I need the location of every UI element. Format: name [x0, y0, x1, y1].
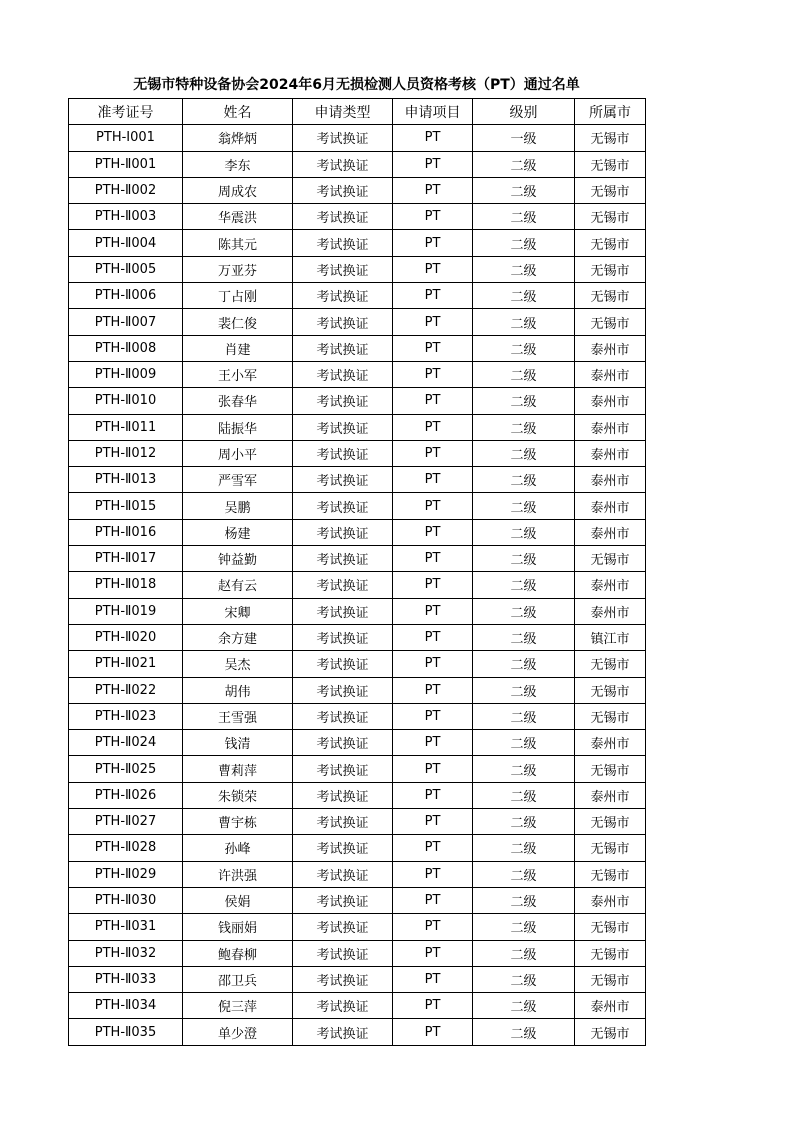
exam-number-cell: PTH-Ⅱ035	[69, 1019, 183, 1045]
table-row	[69, 546, 646, 572]
city-cell: 无锡市	[575, 677, 646, 703]
application-item-cell: PT	[393, 125, 473, 151]
exam-number-cell: PTH-Ⅱ009	[69, 361, 183, 387]
application-item-cell: PT	[393, 835, 473, 861]
name-cell: 朱锁荣	[183, 782, 293, 808]
application-type-cell: 考试换证	[293, 335, 393, 361]
exam-number-cell: PTH-Ⅱ033	[69, 966, 183, 992]
level-cell: 二级	[473, 493, 575, 519]
city-cell: 泰州市	[575, 730, 646, 756]
exam-number-cell: PTH-Ⅰ001	[69, 125, 183, 151]
application-type-cell: 考试换证	[293, 624, 393, 650]
exam-number-cell: PTH-Ⅱ002	[69, 177, 183, 203]
application-item-cell: PT	[393, 914, 473, 940]
name-cell: 许洪强	[183, 861, 293, 887]
application-type-cell: 考试换证	[293, 782, 393, 808]
application-type-cell: 考试换证	[293, 467, 393, 493]
application-type-cell: 考试换证	[293, 1019, 393, 1045]
table-row	[69, 651, 646, 677]
table-row	[69, 309, 646, 335]
exam-number-cell: PTH-Ⅱ030	[69, 887, 183, 913]
application-type-cell: 考试换证	[293, 756, 393, 782]
level-cell: 二级	[473, 256, 575, 282]
application-type-cell: 考试换证	[293, 730, 393, 756]
city-cell: 泰州市	[575, 782, 646, 808]
table-row	[69, 125, 646, 151]
application-type-cell: 考试换证	[293, 256, 393, 282]
name-cell: 孙峰	[183, 835, 293, 861]
document-title: 无锡市特种设备协会2024年6月无损检测人员资格考核（PT）通过名单	[133, 77, 580, 93]
name-cell: 李东	[183, 151, 293, 177]
name-cell: 周小平	[183, 440, 293, 466]
application-item-cell: PT	[393, 730, 473, 756]
application-item-cell: PT	[393, 519, 473, 545]
level-cell: 二级	[473, 335, 575, 361]
name-cell: 杨建	[183, 519, 293, 545]
application-item-cell: PT	[393, 966, 473, 992]
application-type-cell: 考试换证	[293, 835, 393, 861]
application-item-cell: PT	[393, 572, 473, 598]
level-cell: 二级	[473, 756, 575, 782]
level-cell: 二级	[473, 1019, 575, 1045]
table-row	[69, 940, 646, 966]
exam-number-cell: PTH-Ⅱ017	[69, 546, 183, 572]
city-cell: 无锡市	[575, 966, 646, 992]
application-type-cell: 考试换证	[293, 914, 393, 940]
level-cell: 二级	[473, 546, 575, 572]
city-cell: 无锡市	[575, 151, 646, 177]
application-item-cell: PT	[393, 467, 473, 493]
city-cell: 泰州市	[575, 887, 646, 913]
name-cell: 吴鹏	[183, 493, 293, 519]
name-cell: 肖建	[183, 335, 293, 361]
table-row	[69, 283, 646, 309]
level-cell: 二级	[473, 467, 575, 493]
name-cell: 曹莉萍	[183, 756, 293, 782]
name-cell: 华震洪	[183, 204, 293, 230]
city-cell: 无锡市	[575, 546, 646, 572]
table-row	[69, 966, 646, 992]
exam-number-cell: PTH-Ⅱ023	[69, 703, 183, 729]
table-row	[69, 467, 646, 493]
city-cell: 泰州市	[575, 335, 646, 361]
application-item-cell: PT	[393, 204, 473, 230]
table-row	[69, 256, 646, 282]
application-type-cell: 考试换证	[293, 414, 393, 440]
level-cell: 二级	[473, 361, 575, 387]
name-cell: 吴杰	[183, 651, 293, 677]
level-cell: 二级	[473, 309, 575, 335]
name-cell: 丁占刚	[183, 283, 293, 309]
table-row	[69, 151, 646, 177]
table-row	[69, 493, 646, 519]
city-cell: 泰州市	[575, 440, 646, 466]
application-type-cell: 考试换证	[293, 309, 393, 335]
table-row	[69, 624, 646, 650]
city-cell: 无锡市	[575, 809, 646, 835]
exam-number-cell: PTH-Ⅱ022	[69, 677, 183, 703]
exam-number-cell: PTH-Ⅱ001	[69, 151, 183, 177]
application-type-cell: 考试换证	[293, 283, 393, 309]
application-item-cell: PT	[393, 624, 473, 650]
level-cell: 二级	[473, 677, 575, 703]
exam-number-cell: PTH-Ⅱ026	[69, 782, 183, 808]
level-cell: 二级	[473, 940, 575, 966]
city-cell: 泰州市	[575, 493, 646, 519]
table-row	[69, 388, 646, 414]
level-cell: 二级	[473, 914, 575, 940]
table-row	[69, 782, 646, 808]
table-row	[69, 361, 646, 387]
name-cell: 倪三萍	[183, 993, 293, 1019]
level-cell: 二级	[473, 887, 575, 913]
city-cell: 泰州市	[575, 414, 646, 440]
table-row	[69, 756, 646, 782]
name-cell: 裴仁俊	[183, 309, 293, 335]
table-row	[69, 835, 646, 861]
table-row	[69, 335, 646, 361]
level-cell: 二级	[473, 440, 575, 466]
application-item-cell: PT	[393, 177, 473, 203]
application-item-cell: PT	[393, 940, 473, 966]
name-cell: 钱清	[183, 730, 293, 756]
city-cell: 无锡市	[575, 835, 646, 861]
application-item-cell: PT	[393, 1019, 473, 1045]
application-item-cell: PT	[393, 677, 473, 703]
level-cell: 二级	[473, 835, 575, 861]
application-item-cell: PT	[393, 887, 473, 913]
table-row	[69, 861, 646, 887]
exam-number-cell: PTH-Ⅱ013	[69, 467, 183, 493]
level-cell: 二级	[473, 993, 575, 1019]
name-cell: 万亚芬	[183, 256, 293, 282]
column-header-exam-number: 准考证号	[69, 99, 183, 125]
level-cell: 二级	[473, 782, 575, 808]
application-type-cell: 考试换证	[293, 966, 393, 992]
level-cell: 二级	[473, 572, 575, 598]
city-cell: 无锡市	[575, 914, 646, 940]
application-item-cell: PT	[393, 651, 473, 677]
exam-number-cell: PTH-Ⅱ018	[69, 572, 183, 598]
table-header-row	[69, 99, 646, 125]
level-cell: 二级	[473, 388, 575, 414]
application-type-cell: 考试换证	[293, 993, 393, 1019]
application-type-cell: 考试换证	[293, 861, 393, 887]
name-cell: 陆振华	[183, 414, 293, 440]
city-cell: 泰州市	[575, 361, 646, 387]
column-header-application-type: 申请类型	[293, 99, 393, 125]
city-cell: 镇江市	[575, 624, 646, 650]
application-type-cell: 考试换证	[293, 388, 393, 414]
exam-number-cell: PTH-Ⅱ006	[69, 283, 183, 309]
exam-number-cell: PTH-Ⅱ020	[69, 624, 183, 650]
exam-number-cell: PTH-Ⅱ034	[69, 993, 183, 1019]
application-type-cell: 考试换证	[293, 546, 393, 572]
table-row	[69, 519, 646, 545]
exam-number-cell: PTH-Ⅱ031	[69, 914, 183, 940]
name-cell: 翁烨炳	[183, 125, 293, 151]
roster-body	[69, 125, 646, 1045]
table-row	[69, 572, 646, 598]
application-type-cell: 考试换证	[293, 703, 393, 729]
table-row	[69, 414, 646, 440]
column-header-level: 级别	[473, 99, 575, 125]
application-item-cell: PT	[393, 388, 473, 414]
exam-number-cell: PTH-Ⅱ025	[69, 756, 183, 782]
level-cell: 二级	[473, 177, 575, 203]
level-cell: 二级	[473, 966, 575, 992]
application-type-cell: 考试换证	[293, 440, 393, 466]
level-cell: 二级	[473, 519, 575, 545]
exam-number-cell: PTH-Ⅱ004	[69, 230, 183, 256]
table-row	[69, 993, 646, 1019]
city-cell: 无锡市	[575, 204, 646, 230]
level-cell: 二级	[473, 204, 575, 230]
application-type-cell: 考试换证	[293, 177, 393, 203]
city-cell: 泰州市	[575, 519, 646, 545]
level-cell: 二级	[473, 703, 575, 729]
application-item-cell: PT	[393, 782, 473, 808]
name-cell: 严雪军	[183, 467, 293, 493]
application-item-cell: PT	[393, 440, 473, 466]
city-cell: 无锡市	[575, 651, 646, 677]
city-cell: 泰州市	[575, 572, 646, 598]
city-cell: 无锡市	[575, 256, 646, 282]
city-cell: 泰州市	[575, 388, 646, 414]
application-type-cell: 考试换证	[293, 887, 393, 913]
application-item-cell: PT	[393, 283, 473, 309]
city-cell: 泰州市	[575, 467, 646, 493]
table-row	[69, 677, 646, 703]
application-item-cell: PT	[393, 598, 473, 624]
city-cell: 无锡市	[575, 703, 646, 729]
table-row	[69, 598, 646, 624]
city-cell: 无锡市	[575, 230, 646, 256]
application-type-cell: 考试换证	[293, 125, 393, 151]
level-cell: 二级	[473, 861, 575, 887]
name-cell: 王小军	[183, 361, 293, 387]
application-item-cell: PT	[393, 703, 473, 729]
application-type-cell: 考试换证	[293, 598, 393, 624]
column-header-name: 姓名	[183, 99, 293, 125]
application-item-cell: PT	[393, 993, 473, 1019]
exam-number-cell: PTH-Ⅱ005	[69, 256, 183, 282]
exam-number-cell: PTH-Ⅱ011	[69, 414, 183, 440]
application-type-cell: 考试换证	[293, 493, 393, 519]
name-cell: 单少澄	[183, 1019, 293, 1045]
name-cell: 宋卿	[183, 598, 293, 624]
city-cell: 无锡市	[575, 1019, 646, 1045]
table-row	[69, 177, 646, 203]
city-cell: 无锡市	[575, 283, 646, 309]
application-type-cell: 考试换证	[293, 204, 393, 230]
exam-number-cell: PTH-Ⅱ027	[69, 809, 183, 835]
application-type-cell: 考试换证	[293, 677, 393, 703]
table-row	[69, 204, 646, 230]
name-cell: 周成农	[183, 177, 293, 203]
city-cell: 无锡市	[575, 756, 646, 782]
application-item-cell: PT	[393, 861, 473, 887]
application-type-cell: 考试换证	[293, 151, 393, 177]
city-cell: 无锡市	[575, 177, 646, 203]
exam-number-cell: PTH-Ⅱ024	[69, 730, 183, 756]
level-cell: 二级	[473, 624, 575, 650]
table-row	[69, 230, 646, 256]
exam-number-cell: PTH-Ⅱ021	[69, 651, 183, 677]
city-cell: 无锡市	[575, 125, 646, 151]
table-row	[69, 730, 646, 756]
level-cell: 二级	[473, 414, 575, 440]
level-cell: 二级	[473, 230, 575, 256]
city-cell: 无锡市	[575, 940, 646, 966]
application-item-cell: PT	[393, 546, 473, 572]
application-item-cell: PT	[393, 256, 473, 282]
table-row	[69, 914, 646, 940]
exam-number-cell: PTH-Ⅱ015	[69, 493, 183, 519]
application-item-cell: PT	[393, 335, 473, 361]
application-item-cell: PT	[393, 230, 473, 256]
application-type-cell: 考试换证	[293, 361, 393, 387]
level-cell: 二级	[473, 730, 575, 756]
name-cell: 侯娟	[183, 887, 293, 913]
exam-number-cell: PTH-Ⅱ019	[69, 598, 183, 624]
application-type-cell: 考试换证	[293, 572, 393, 598]
application-type-cell: 考试换证	[293, 651, 393, 677]
application-item-cell: PT	[393, 756, 473, 782]
exam-number-cell: PTH-Ⅱ007	[69, 309, 183, 335]
application-item-cell: PT	[393, 493, 473, 519]
name-cell: 钟益勤	[183, 546, 293, 572]
level-cell: 二级	[473, 151, 575, 177]
city-cell: 无锡市	[575, 309, 646, 335]
name-cell: 张春华	[183, 388, 293, 414]
exam-number-cell: PTH-Ⅱ029	[69, 861, 183, 887]
level-cell: 二级	[473, 283, 575, 309]
application-item-cell: PT	[393, 809, 473, 835]
column-header-city: 所属市	[575, 99, 646, 125]
roster-table	[68, 98, 646, 1046]
table-row	[69, 1019, 646, 1045]
table-row	[69, 703, 646, 729]
exam-number-cell: PTH-Ⅱ016	[69, 519, 183, 545]
name-cell: 鲍春柳	[183, 940, 293, 966]
application-type-cell: 考试换证	[293, 519, 393, 545]
application-item-cell: PT	[393, 151, 473, 177]
column-header-application-item: 申请项目	[393, 99, 473, 125]
level-cell: 二级	[473, 598, 575, 624]
name-cell: 陈其元	[183, 230, 293, 256]
application-type-cell: 考试换证	[293, 940, 393, 966]
application-type-cell: 考试换证	[293, 230, 393, 256]
exam-number-cell: PTH-Ⅱ032	[69, 940, 183, 966]
exam-number-cell: PTH-Ⅱ028	[69, 835, 183, 861]
application-item-cell: PT	[393, 361, 473, 387]
table-row	[69, 887, 646, 913]
level-cell: 一级	[473, 125, 575, 151]
city-cell: 无锡市	[575, 861, 646, 887]
exam-number-cell: PTH-Ⅱ012	[69, 440, 183, 466]
name-cell: 邵卫兵	[183, 966, 293, 992]
application-item-cell: PT	[393, 309, 473, 335]
exam-number-cell: PTH-Ⅱ008	[69, 335, 183, 361]
name-cell: 胡伟	[183, 677, 293, 703]
city-cell: 泰州市	[575, 598, 646, 624]
name-cell: 曹宇栋	[183, 809, 293, 835]
application-item-cell: PT	[393, 414, 473, 440]
exam-number-cell: PTH-Ⅱ003	[69, 204, 183, 230]
level-cell: 二级	[473, 809, 575, 835]
name-cell: 王雪强	[183, 703, 293, 729]
table-row	[69, 440, 646, 466]
city-cell: 泰州市	[575, 993, 646, 1019]
name-cell: 赵有云	[183, 572, 293, 598]
application-type-cell: 考试换证	[293, 809, 393, 835]
table-row	[69, 809, 646, 835]
name-cell: 余方建	[183, 624, 293, 650]
level-cell: 二级	[473, 651, 575, 677]
exam-number-cell: PTH-Ⅱ010	[69, 388, 183, 414]
name-cell: 钱丽娟	[183, 914, 293, 940]
